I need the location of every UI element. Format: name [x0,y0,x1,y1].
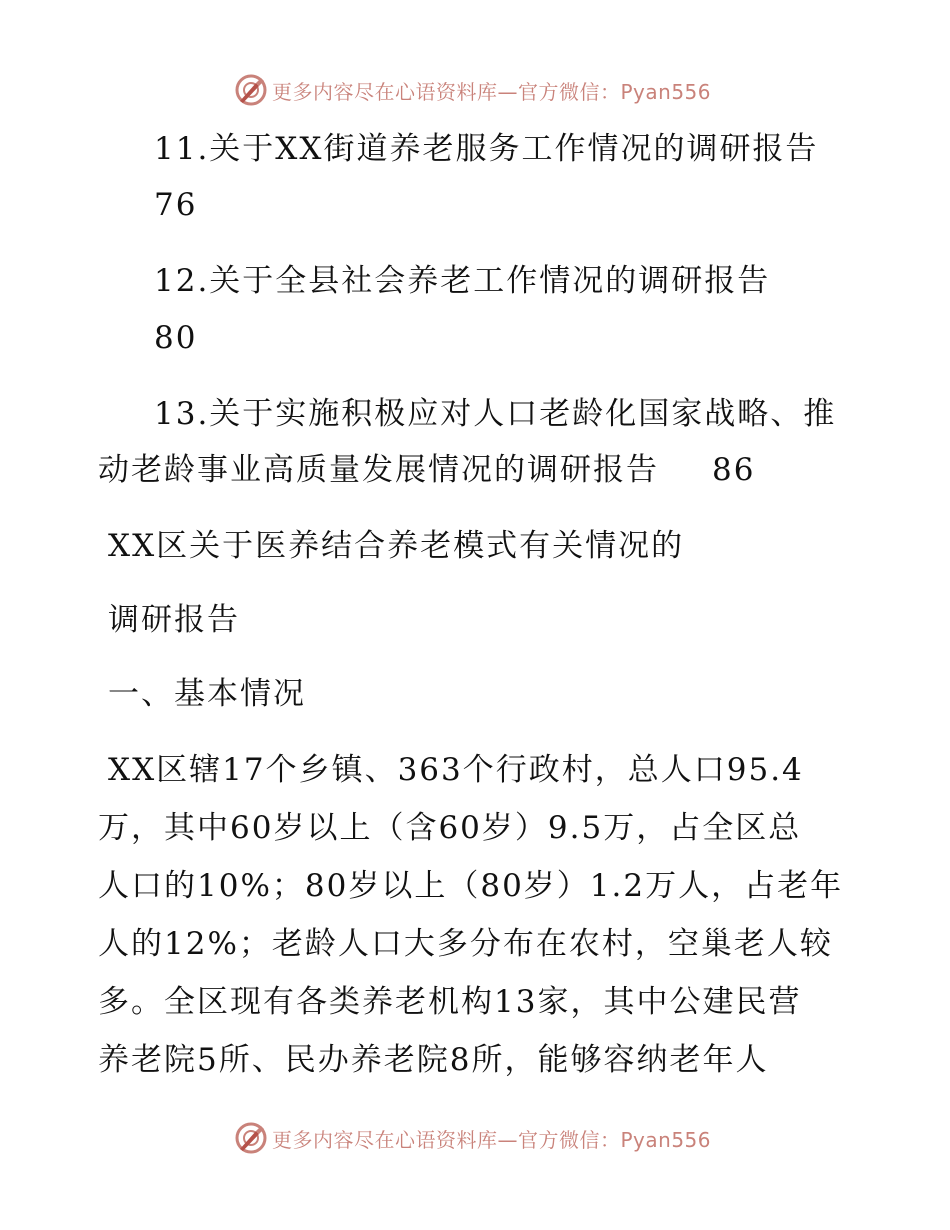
toc-item-13-page: 86 [712,452,756,488]
header-banner-text: 更多内容尽在心语资料库—官方微信：Pyan556 [272,79,712,104]
toc-item-13-title-line2: 动老龄事业高质量发展情况的调研报告 [98,452,659,488]
footer-banner [234,1120,711,1156]
article-title-line1: XX区关于医养结合养老模式有关情况的 [108,528,685,564]
toc-item-12-page: 80 [154,320,198,356]
section-heading: 一、基本情况 [108,676,306,712]
footer-banner-text: 更多内容尽在心语资料库—官方微信：Pyan556 [272,1127,712,1152]
header-banner [234,72,711,108]
toc-item-11-title: 11.关于XX街道养老服务工作情况的调研报告 [154,131,819,167]
body-line-1: XX区辖17个乡镇、363个行政村，总人口95.4 [108,752,804,788]
body-line-5: 多。全区现有各类养老机构13家，其中公建民营 [98,984,802,1020]
toc-item-13-title-line1: 13.关于实施积极应对人口老龄化国家战略、推 [154,396,837,432]
pen-logo-icon [234,1121,268,1155]
body-line-6: 养老院5所、民办养老院8所，能够容纳老年人 [98,1042,769,1078]
body-line-3: 人口的10%；80岁以上（80岁）1.2万人，占老年 [98,868,844,904]
toc-item-11-page: 76 [154,187,198,223]
body-line-2: 万，其中60岁以上（含60岁）9.5万，占全区总 [98,810,802,846]
toc-item-12-title: 12.关于全县社会养老工作情况的调研报告 [154,263,771,299]
article-title-line2: 调研报告 [108,602,240,638]
pen-logo-icon [234,73,268,107]
body-line-4: 人的12%；老龄人口大多分布在农村，空巢老人较 [98,926,833,962]
